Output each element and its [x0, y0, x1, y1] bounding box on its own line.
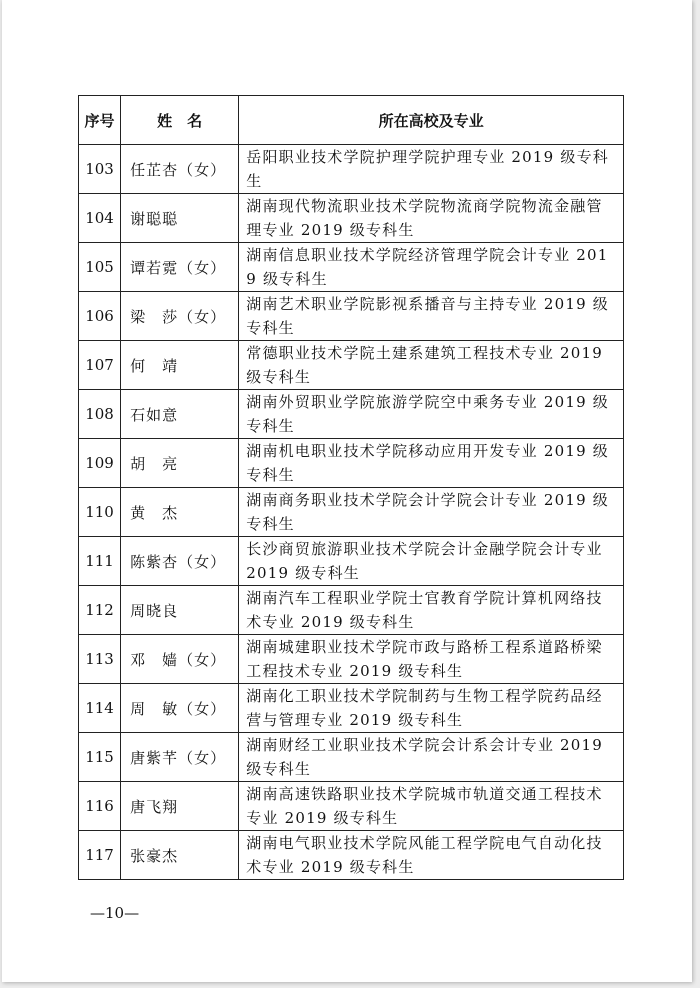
- table-row: [79, 831, 624, 880]
- table-row: [79, 782, 624, 831]
- row-seq: 108: [79, 390, 121, 439]
- header-school: 所在高校及专业: [239, 96, 624, 145]
- row-school: 湖南汽车工程职业学院士官教育学院计算机网络技术专业 2019 级专科生: [239, 586, 624, 635]
- row-name: 胡 亮: [121, 439, 239, 488]
- row-school: 湖南化工职业技术学院制药与生物工程学院药品经营与管理专业 2019 级专科生: [239, 684, 624, 733]
- row-seq: 117: [79, 831, 121, 880]
- row-name: 任芷杏（女）: [121, 145, 239, 194]
- row-name: 周 敏（女）: [121, 684, 239, 733]
- row-school: 长沙商贸旅游职业技术学院会计金融学院会计专业 2019 级专科生: [239, 537, 624, 586]
- row-seq: 111: [79, 537, 121, 586]
- row-school: 湖南现代物流职业技术学院物流商学院物流金融管理专业 2019 级专科生: [239, 194, 624, 243]
- document-page: [2, 0, 692, 982]
- row-school: 岳阳职业技术学院护理学院护理专业 2019 级专科生: [239, 145, 624, 194]
- table-row: [79, 733, 624, 782]
- row-name: 唐紫芊（女）: [121, 733, 239, 782]
- table-row: [79, 586, 624, 635]
- row-name: 何 靖: [121, 341, 239, 390]
- row-school: 湖南信息职业技术学院经济管理学院会计专业 2019 级专科生: [239, 243, 624, 292]
- row-seq: 106: [79, 292, 121, 341]
- row-name: 唐飞翔: [121, 782, 239, 831]
- table-row: [79, 390, 624, 439]
- row-name: 周晓良: [121, 586, 239, 635]
- table-row: [79, 145, 624, 194]
- row-seq: 110: [79, 488, 121, 537]
- row-seq: 105: [79, 243, 121, 292]
- table-row: [79, 684, 624, 733]
- row-seq: 104: [79, 194, 121, 243]
- row-seq: 114: [79, 684, 121, 733]
- row-school: 湖南商务职业技术学院会计学院会计专业 2019 级专科生: [239, 488, 624, 537]
- row-school: 湖南财经工业职业技术学院会计系会计专业 2019 级专科生: [239, 733, 624, 782]
- row-school: 湖南高速铁路职业技术学院城市轨道交通工程技术专业 2019 级专科生: [239, 782, 624, 831]
- row-seq: 109: [79, 439, 121, 488]
- table-row: [79, 439, 624, 488]
- table-header-row: [79, 96, 624, 145]
- row-name: 张豪杰: [121, 831, 239, 880]
- row-school: 湖南电气职业技术学院风能工程学院电气自动化技术专业 2019 级专科生: [239, 831, 624, 880]
- row-name: 谭若霓（女）: [121, 243, 239, 292]
- row-name: 梁 莎（女）: [121, 292, 239, 341]
- row-school: 湖南城建职业技术学院市政与路桥工程系道路桥梁工程技术专业 2019 级专科生: [239, 635, 624, 684]
- page-number: —10—: [90, 904, 140, 922]
- row-seq: 115: [79, 733, 121, 782]
- row-seq: 112: [79, 586, 121, 635]
- row-school: 常德职业技术学院土建系建筑工程技术专业 2019 级专科生: [239, 341, 624, 390]
- row-school: 湖南机电职业技术学院移动应用开发专业 2019 级专科生: [239, 439, 624, 488]
- row-seq: 103: [79, 145, 121, 194]
- table-row: [79, 194, 624, 243]
- table-row: [79, 243, 624, 292]
- header-seq: 序号: [79, 96, 121, 145]
- header-name: 姓 名: [121, 96, 239, 145]
- table-row: [79, 488, 624, 537]
- row-name: 石如意: [121, 390, 239, 439]
- row-name: 陈紫杏（女）: [121, 537, 239, 586]
- table-row: [79, 341, 624, 390]
- table-row: [79, 537, 624, 586]
- row-seq: 113: [79, 635, 121, 684]
- row-name: 邓 嫱（女）: [121, 635, 239, 684]
- row-name: 谢聪聪: [121, 194, 239, 243]
- row-school: 湖南艺术职业学院影视系播音与主持专业 2019 级专科生: [239, 292, 624, 341]
- row-seq: 107: [79, 341, 121, 390]
- table-row: [79, 635, 624, 684]
- table-row: [79, 292, 624, 341]
- row-seq: 116: [79, 782, 121, 831]
- row-school: 湖南外贸职业学院旅游学院空中乘务专业 2019 级专科生: [239, 390, 624, 439]
- row-name: 黄 杰: [121, 488, 239, 537]
- student-list-table: [78, 95, 624, 880]
